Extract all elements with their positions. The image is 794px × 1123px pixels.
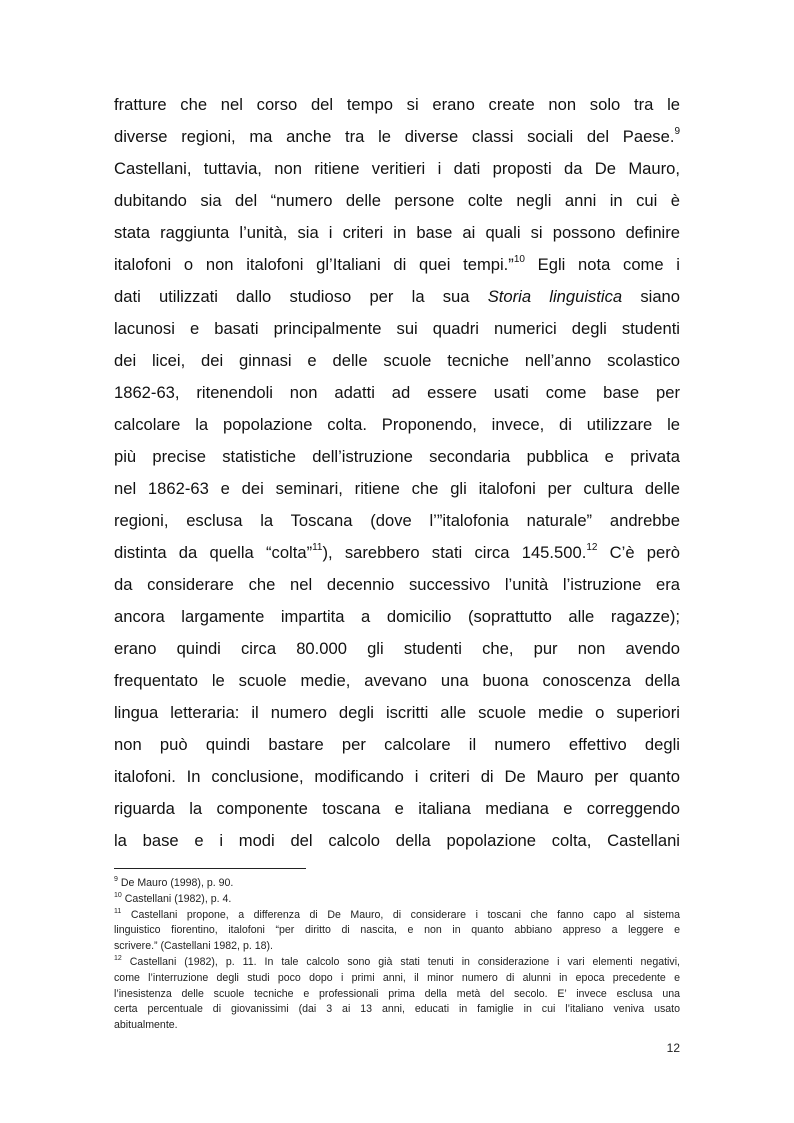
text-line: più precise statistiche dell’istruzione secondaria pubblica e privata	[114, 447, 680, 466]
text-line: distinta da quella “colta”$^{11}$), sarebbero stati circa 145.500.12 C’è però	[114, 542, 680, 562]
text-line: italofoni o non italofoni gl’Italiani di quei tempi.”$^{10}$ Egli nota come i	[114, 254, 680, 274]
text-line: dubitando sia del “numero delle persone colte negli anni in cui è	[114, 191, 680, 210]
footnote-9: $^9$ De Mauro (1998), p. 90.	[114, 876, 234, 889]
book-title: Storia linguistica	[487, 287, 623, 306]
text-line: dei licei, dei ginnasi e delle scuole tecniche nell’anno scolastico	[114, 351, 680, 370]
text-line: riguarda la componente toscana e italiana mediana e correggendo	[114, 799, 680, 818]
text-line: dati utilizzati dallo studioso per la sua Storia linguistica siano	[114, 287, 681, 306]
text-line: calcolare la popolazione colta. Proponendo, invece, di utilizzare le	[114, 415, 680, 434]
text-line: lacunosi e basati principalmente sui quadri numerici degli studenti	[114, 319, 680, 338]
text-line: diverse regioni, ma anche tra le diverse classi sociali del Paese.$^9$	[114, 126, 680, 146]
page-number: 12	[666, 1041, 680, 1055]
text-line: erano quindi circa 80.000 gli studenti che, pur non avendo	[114, 639, 680, 658]
footnote-number: 10	[114, 892, 122, 900]
text-line: non può quindi bastare per calcolare il numero effettivo degli	[114, 735, 680, 754]
footnote-ref[interactable]: 10	[513, 254, 525, 266]
text-line: ancora largamente impartita a domicilio (soprattutto alle ragazze);	[114, 607, 680, 626]
footnote-10: $^{10}$ Castellani (1982), p. 4.	[114, 892, 232, 905]
text-line: frequentato le scuole medie, avevano una buona conoscenza della	[114, 671, 680, 690]
text-line: nel 1862-63 e dei seminari, ritiene che gli italofoni per cultura delle	[114, 479, 680, 498]
text-line: lingua letteraria: il numero degli iscritti alle scuole medie o superiori	[114, 703, 680, 722]
footnote-number: 12	[114, 955, 122, 963]
footnote-11: $^{11}$ Castellani propone, a differenza di De Mauro, di considerare i toscani che fanno capo al sistema linguistico fiorentino, italofoni “per diritto di nascita, e non in quanto abbiano appreso a leggere e scrivere.” (Castellani 1982, p. 18).	[114, 908, 681, 953]
text-line: da considerare che nel decennio successivo l’unità l’istruzione era	[114, 575, 680, 594]
footnote-ref[interactable]: 12	[586, 542, 598, 554]
footnote-ref[interactable]: 9	[674, 126, 680, 138]
footnote-number: 11	[114, 908, 122, 916]
footnote-ref[interactable]: 11	[312, 542, 323, 554]
text-line: la base e i modi del calcolo della popolazione colta, Castellani	[114, 831, 680, 850]
footnote-12: $^{12}$ Castellani (1982), p. 11. In tale calcolo sono già stati tenuti in considerazione i vari elementi negativi, come l’interruzione degli studi poco dopo i primi anni, il minor numero di alunni in epoca precedente e l’inesistenza delle scuole tecniche e professionali prima della metà del secolo. E’ invece esclusa una certa percentuale di giovanissimi (dai 3 ai 13 anni, educati in famiglie in cui l’italiano veniva usato abitualmente.	[114, 955, 680, 1032]
text-line: 1862-63, ritenendoli non adatti ad essere usati come base per	[114, 383, 680, 402]
text-line: fratture che nel corso del tempo si erano create non solo tra le	[114, 95, 680, 114]
footnote-separator	[114, 868, 306, 869]
footnotes	[114, 876, 680, 1034]
text-line: stata raggiunta l’unità, sia i criteri in base ai quali si possono definire	[114, 223, 680, 242]
text-line: Castellani, tuttavia, non ritiene veritieri i dati proposti da De Mauro,	[114, 159, 680, 178]
text-line: italofoni. In conclusione, modificando i criteri di De Mauro per quanto	[114, 767, 680, 786]
body-text	[114, 89, 680, 857]
footnote-number: 9	[114, 876, 118, 884]
text-line: regioni, esclusa la Toscana (dove l’”italofonia naturale” andrebbe	[114, 511, 680, 530]
